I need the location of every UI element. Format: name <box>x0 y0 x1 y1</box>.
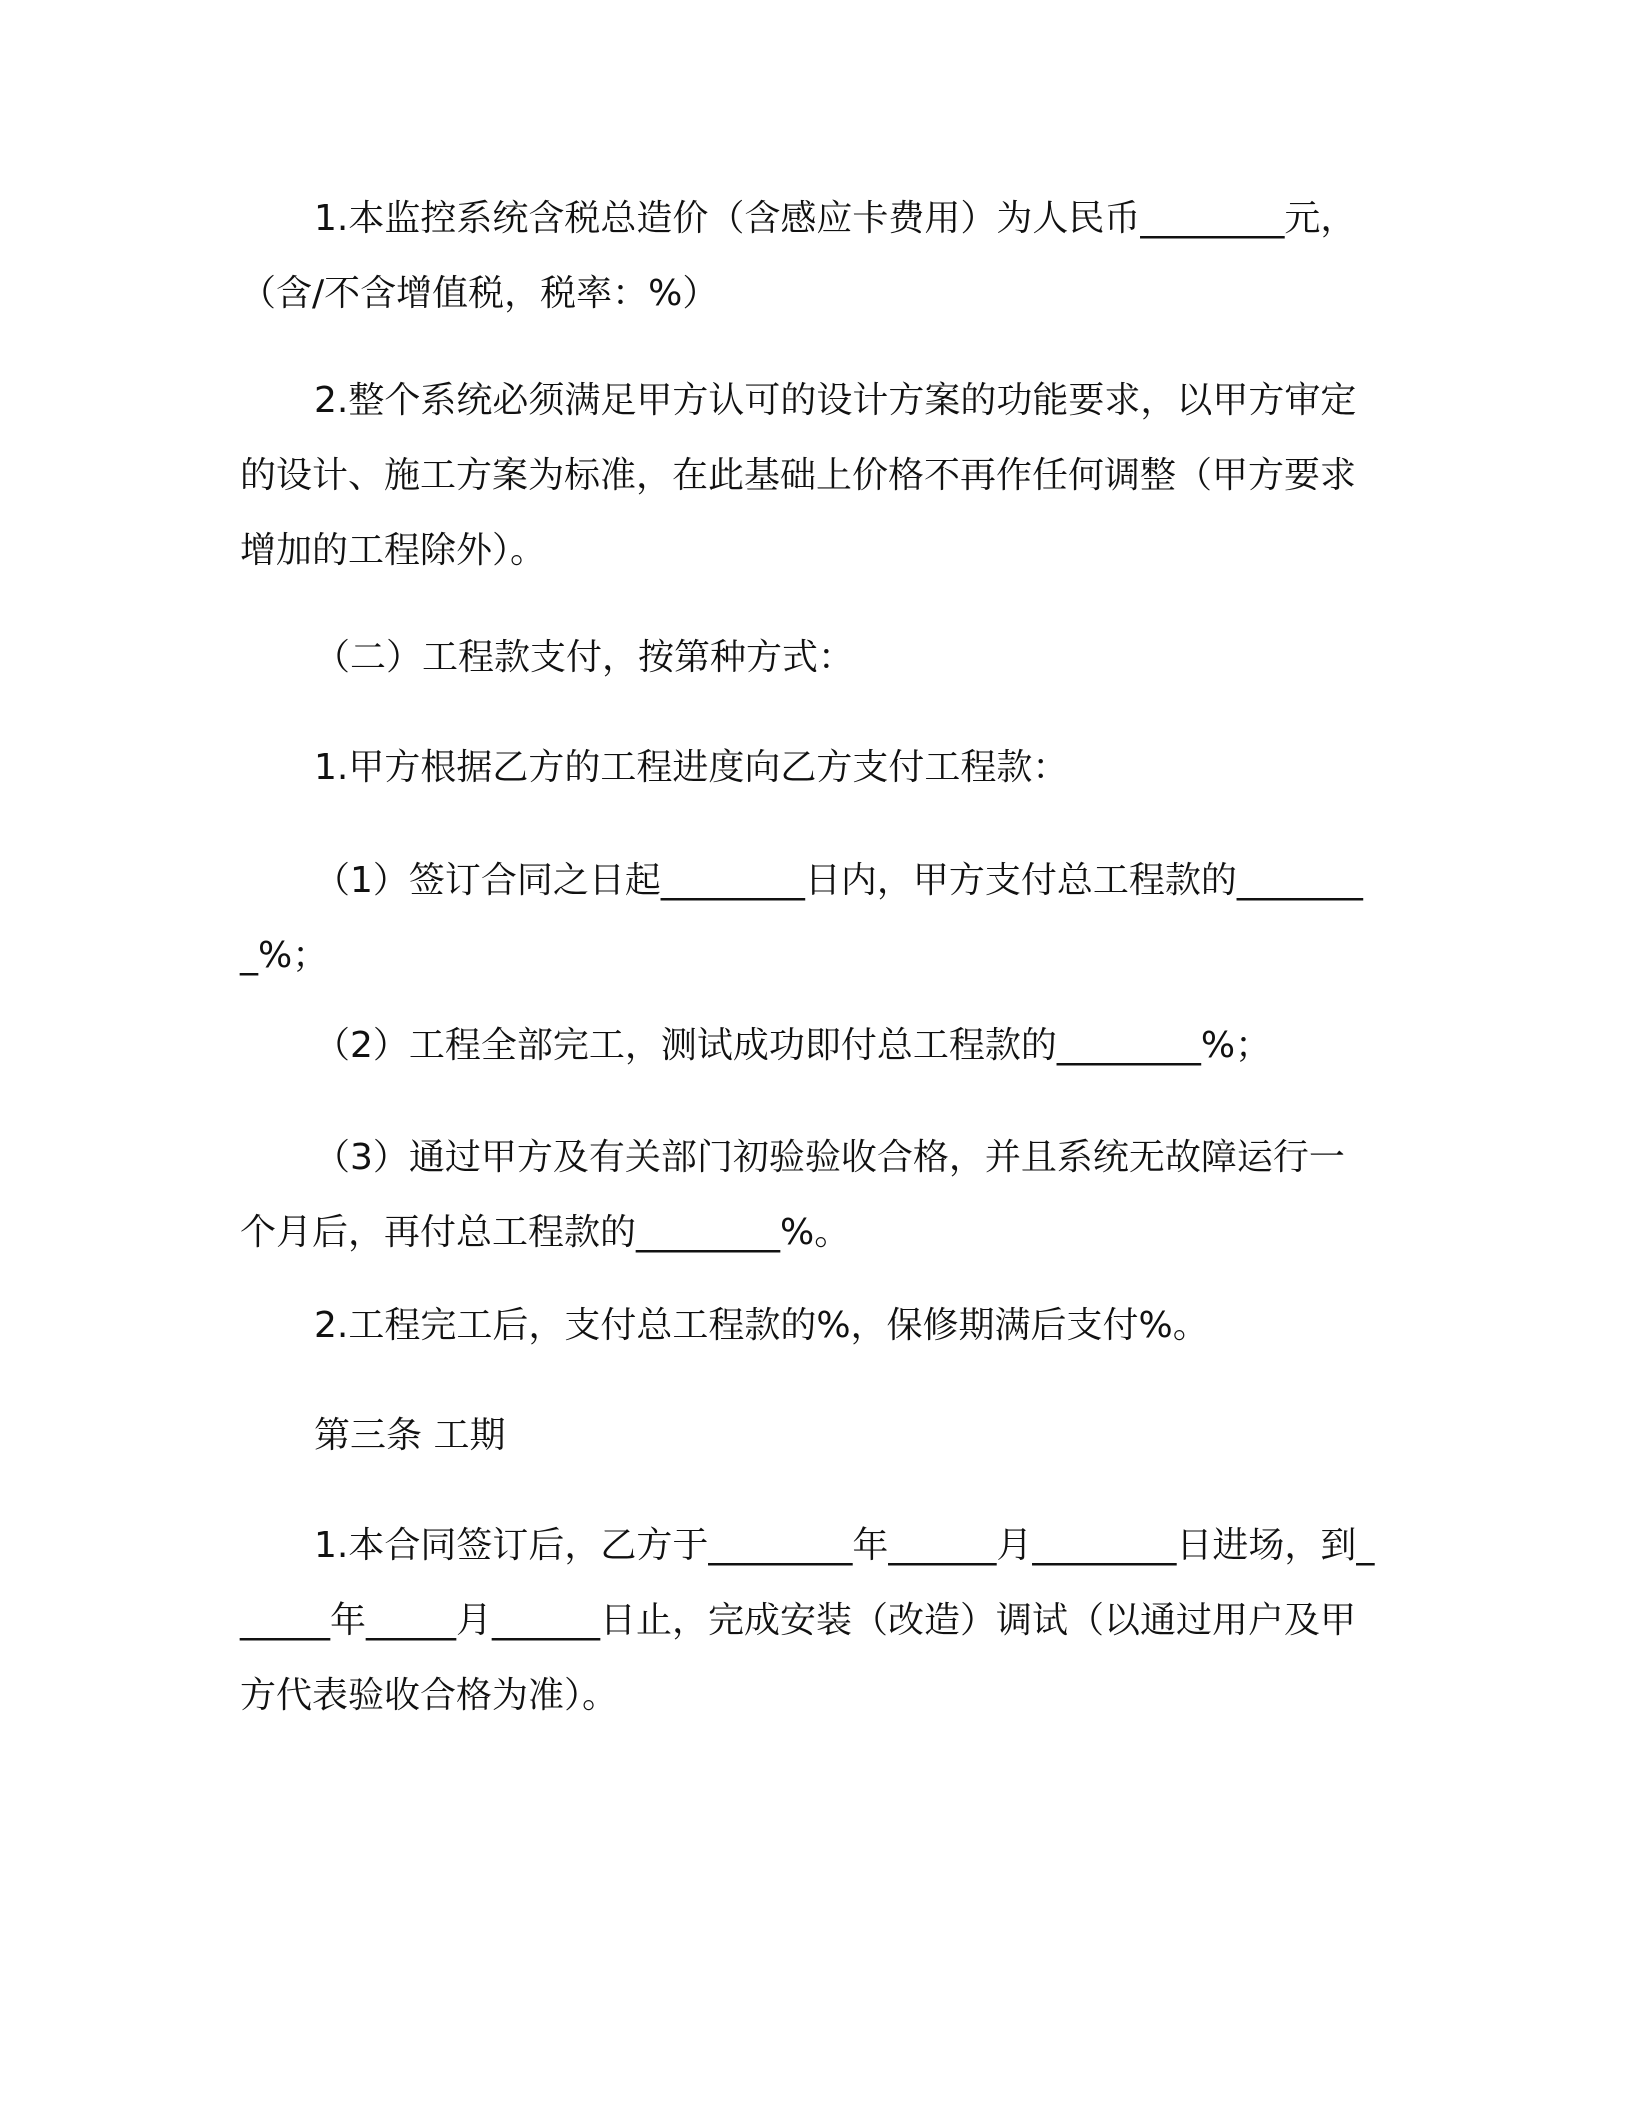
paragraph-payment-item-1: （1）签订合同之日起________日内，甲方支付总工程款的________%； <box>240 860 1363 976</box>
paragraph-total-price: 1.本监控系统含税总造价（含感应卡费用）为人民币________元，（含/不含增值税，税率：%） <box>240 198 1357 314</box>
paragraph-construction-schedule: 1.本合同签订后，乙方于________年______月________日进场，到______年_____月______日止，完成安装（改造）调试（以通过用户及甲方代表验收合格为准）。 <box>240 1525 1375 1716</box>
paragraph-payment-after-completion: 2.工程完工后，支付总工程款的%，保修期满后支付%。 <box>314 1305 1209 1346</box>
paragraph-payment-method-heading: （二）工程款支付，按第种方式： <box>314 637 855 678</box>
paragraph-payment-item-3: （3）通过甲方及有关部门初验验收合格，并且系统无故障运行一个月后，再付总工程款的________%。 <box>240 1137 1345 1253</box>
paragraph-payment-item-2: （2）工程全部完工，测试成功即付总工程款的________%； <box>314 1025 1272 1066</box>
paragraph-progress-payment: 1.甲方根据乙方的工程进度向乙方支付工程款： <box>314 747 1069 788</box>
section-heading-construction-period: 第三条 工期 <box>314 1415 506 1456</box>
paragraph-system-requirements: 2.整个系统必须满足甲方认可的设计方案的功能要求，以甲方审定的设计、施工方案为标准，在此基础上价格不再作任何调整（甲方要求增加的工程除外）。 <box>240 380 1357 571</box>
